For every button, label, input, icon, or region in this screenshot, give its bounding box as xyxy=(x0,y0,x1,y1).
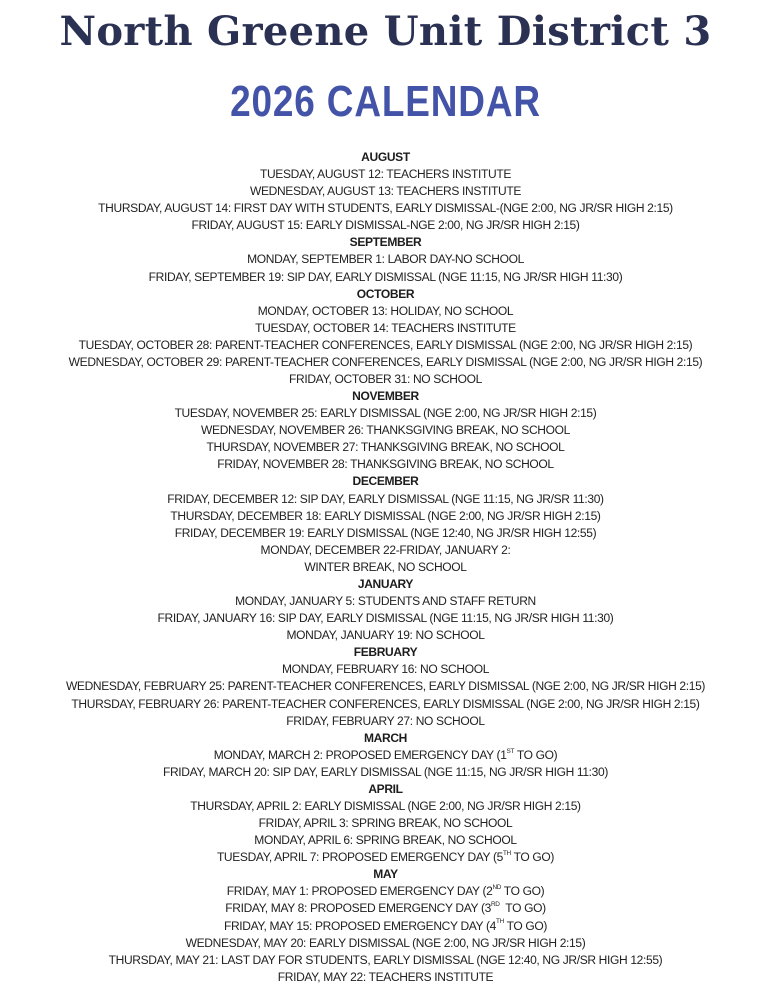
event-text: FRIDAY, SEPTEMBER 19: SIP DAY, EARLY DISMISSAL (NGE 11:15, NG JR/SR HIGH 11:30) xyxy=(148,269,623,284)
calendar-event xyxy=(6,337,766,354)
event-text: MONDAY, DECEMBER 22-FRIDAY, JANUARY 2: xyxy=(260,542,511,557)
event-text: TUESDAY, NOVEMBER 25: EARLY DISMISSAL (NGE 2:00, NG JR/SR HIGH 2:15) xyxy=(174,406,597,421)
event-text-suffix: TO GO) xyxy=(501,884,545,899)
calendar-event xyxy=(6,251,766,268)
calendar-event xyxy=(6,166,766,183)
calendar-event xyxy=(6,422,766,439)
calendar-title: 2026 CALENDAR xyxy=(230,77,541,126)
calendar-event xyxy=(6,593,766,610)
event-text: FRIDAY, NOVEMBER 28: THANKSGIVING BREAK, NO SCHOOL xyxy=(217,457,554,472)
calendar-event xyxy=(6,713,766,730)
calendar-event xyxy=(6,491,766,508)
event-text: FRIDAY, DECEMBER 12: SIP DAY, EARLY DISMISSAL (NGE 11:15, NG JR/SR 11:30) xyxy=(167,491,604,506)
event-text: TUESDAY, AUGUST 12: TEACHERS INSTITUTE xyxy=(259,167,512,182)
month-heading-text: MAY xyxy=(373,867,398,882)
calendar-event xyxy=(6,935,766,952)
calendar-event xyxy=(6,883,766,900)
event-text: MONDAY, APRIL 6: SPRING BREAK, NO SCHOOL xyxy=(254,833,517,848)
month-heading xyxy=(6,234,766,251)
event-text-suffix: TO GO) xyxy=(510,850,555,865)
event-text: TUESDAY, OCTOBER 14: TEACHERS INSTITUTE xyxy=(255,320,516,335)
calendar-event xyxy=(6,320,766,337)
event-text: WEDNESDAY, MAY 20: EARLY DISMISSAL (NGE 2:00, NG JR/SR HIGH 2:15) xyxy=(185,935,586,950)
month-heading-text: AUGUST xyxy=(361,150,410,164)
calendar-event xyxy=(6,969,766,986)
event-text: THURSDAY, MAY 21: LAST DAY FOR STUDENTS, EARLY DISMISSAL (NGE 12:40, NG JR/SR HIGH 12:55) xyxy=(108,952,663,967)
month-heading-text: OCTOBER xyxy=(356,286,415,301)
event-text: FRIDAY, MAY 1: PROPOSED EMERGENCY DAY (2 xyxy=(226,884,493,899)
event-text: MONDAY, OCTOBER 13: HOLIDAY, NO SCHOOL xyxy=(257,303,514,318)
event-text: FRIDAY, DECEMBER 19: EARLY DISMISSAL (NGE 12:40, NG JR/SR HIGH 12:55) xyxy=(174,525,597,540)
calendar-event xyxy=(6,354,766,371)
calendar-event xyxy=(6,832,766,849)
ordinal-suffix: ST xyxy=(506,747,515,755)
month-heading-text: APRIL xyxy=(368,781,403,796)
event-text: MONDAY, SEPTEMBER 1: LABOR DAY-NO SCHOOL xyxy=(247,252,524,267)
event-text: WEDNESDAY, AUGUST 13: TEACHERS INSTITUTE xyxy=(249,184,522,199)
calendar-event xyxy=(6,542,766,559)
month-heading-text: MARCH xyxy=(363,730,407,745)
calendar-event xyxy=(6,764,766,781)
event-text: FRIDAY, APRIL 3: SPRING BREAK, NO SCHOOL xyxy=(258,816,513,831)
event-text: TUESDAY, APRIL 7: PROPOSED EMERGENCY DAY (5 xyxy=(216,850,503,865)
event-text: FRIDAY, MAY 22: TEACHERS INSTITUTE xyxy=(277,969,494,984)
month-heading xyxy=(6,388,766,405)
month-heading xyxy=(6,149,766,166)
event-text: WEDNESDAY, OCTOBER 29: PARENT-TEACHER CONFERENCES, EARLY DISMISSAL (NGE 2:00, NG JR/SR HIGH 2:15) xyxy=(68,354,703,369)
calendar-event xyxy=(6,303,766,320)
calendar-event xyxy=(6,183,766,200)
calendar-event xyxy=(6,798,766,815)
calendar-event xyxy=(6,918,766,935)
calendar-event xyxy=(6,559,766,576)
calendar-event xyxy=(6,610,766,627)
calendar-event xyxy=(6,405,766,422)
ordinal-suffix: TH xyxy=(502,850,511,858)
calendar-event xyxy=(6,371,766,388)
event-text: THURSDAY, NOVEMBER 27: THANKSGIVING BREAK, NO SCHOOL xyxy=(206,440,565,455)
month-heading-text: FEBRUARY xyxy=(353,645,418,660)
district-title: North Greene Unit District 3 xyxy=(59,8,712,55)
event-text: THURSDAY, FEBRUARY 26: PARENT-TEACHER CONFERENCES, EARLY DISMISSAL (NGE 2:00, NG JR/SR HIGH 2:15) xyxy=(71,696,700,711)
event-text: FRIDAY, AUGUST 15: EARLY DISMISSAL-NGE 2:00, NG JR/SR HIGH 2:15) xyxy=(191,218,580,233)
calendar-event xyxy=(6,508,766,525)
ordinal-suffix: TH xyxy=(495,918,504,926)
month-heading xyxy=(6,730,766,747)
event-text: MONDAY, JANUARY 19: NO SCHOOL xyxy=(286,628,485,643)
month-heading xyxy=(6,473,766,490)
month-heading xyxy=(6,781,766,798)
calendar-event xyxy=(6,678,766,695)
event-text: FRIDAY, MAY 8: PROPOSED EMERGENCY DAY (3 xyxy=(225,901,491,916)
event-text: WEDNESDAY, NOVEMBER 26: THANKSGIVING BREAK, NO SCHOOL xyxy=(201,423,570,438)
event-text: THURSDAY, APRIL 2: EARLY DISMISSAL (NGE 2:00, NG JR/SR HIGH 2:15) xyxy=(190,798,581,813)
event-text: WEDNESDAY, FEBRUARY 25: PARENT-TEACHER CONFERENCES, EARLY DISMISSAL (NGE 2:00, NG JR/SR HIGH 2:15) xyxy=(65,679,706,694)
event-text: MONDAY, JANUARY 5: STUDENTS AND STAFF RETURN xyxy=(235,594,536,609)
calendar-event xyxy=(6,696,766,713)
calendar-event xyxy=(6,900,766,917)
month-heading-text: DECEMBER xyxy=(352,474,419,489)
calendar-event xyxy=(6,217,766,234)
event-text: THURSDAY, AUGUST 14: FIRST DAY WITH STUDENTS, EARLY DISMISSAL-(NGE 2:00, NG JR/SR HIGH 2:15) xyxy=(98,201,673,216)
calendar-event xyxy=(6,815,766,832)
month-heading xyxy=(6,866,766,883)
calendar-event xyxy=(6,952,766,969)
event-text-suffix: TO GO) xyxy=(514,747,558,762)
event-text: FRIDAY, OCTOBER 31: NO SCHOOL xyxy=(289,372,482,387)
calendar-event xyxy=(6,200,766,217)
calendar-event xyxy=(6,849,766,866)
event-text: MONDAY, FEBRUARY 16: NO SCHOOL xyxy=(281,662,490,677)
calendar-event xyxy=(6,661,766,678)
event-text-suffix: TO GO) xyxy=(499,901,546,916)
calendar-event xyxy=(6,439,766,456)
event-text: FRIDAY, FEBRUARY 27: NO SCHOOL xyxy=(286,713,485,728)
month-heading xyxy=(6,644,766,661)
calendar-event-list xyxy=(0,149,771,986)
calendar-event xyxy=(6,627,766,644)
calendar-event xyxy=(6,269,766,286)
month-heading xyxy=(6,576,766,593)
event-text: WINTER BREAK, NO SCHOOL xyxy=(304,559,467,574)
event-text: FRIDAY, MAY 15: PROPOSED EMERGENCY DAY (4 xyxy=(223,918,496,933)
calendar-event xyxy=(6,525,766,542)
month-heading-text: JANUARY xyxy=(357,576,414,591)
event-text-suffix: TO GO) xyxy=(503,918,548,933)
calendar-event xyxy=(6,747,766,764)
event-text: TUESDAY, OCTOBER 28: PARENT-TEACHER CONFERENCES, EARLY DISMISSAL (NGE 2:00, NG JR/SR HIGH 2:15) xyxy=(78,337,693,352)
calendar-event xyxy=(6,456,766,473)
month-heading xyxy=(6,286,766,303)
event-text: MONDAY, MARCH 2: PROPOSED EMERGENCY DAY (1 xyxy=(213,747,507,762)
month-heading-text: NOVEMBER xyxy=(352,389,419,404)
event-text: FRIDAY, JANUARY 16: SIP DAY, EARLY DISMISSAL (NGE 11:15, NG JR/SR HIGH 11:30) xyxy=(157,611,614,626)
event-text: THURSDAY, DECEMBER 18: EARLY DISMISSAL (NGE 2:00, NG JR/SR HIGH 2:15) xyxy=(170,508,601,523)
event-text: FRIDAY, MARCH 20: SIP DAY, EARLY DISMISSAL (NGE 11:15, NG JR/SR HIGH 11:30) xyxy=(162,764,609,779)
ordinal-suffix: RD xyxy=(490,901,500,909)
ordinal-suffix: ND xyxy=(492,884,502,892)
month-heading-text: SEPTEMBER xyxy=(349,235,422,250)
